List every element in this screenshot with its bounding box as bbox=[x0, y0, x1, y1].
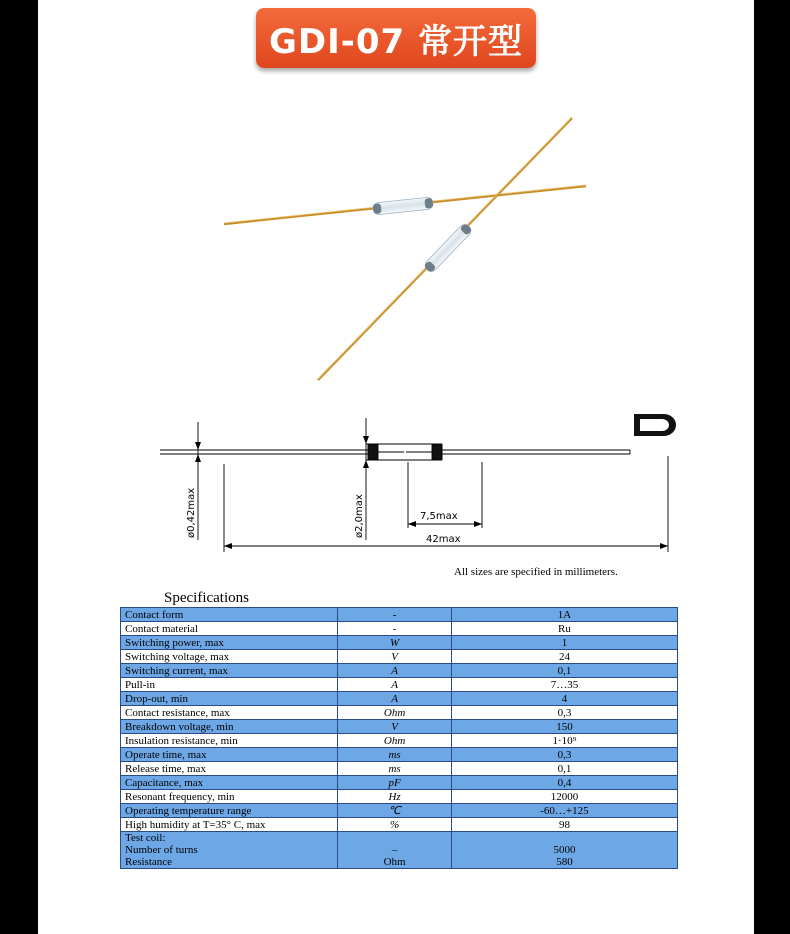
dim-wire-label: ø0,42max bbox=[186, 487, 197, 538]
spec-row bbox=[121, 608, 678, 622]
spec-value: 98 bbox=[451, 818, 677, 832]
spec-unit: W bbox=[338, 636, 452, 650]
spec-value: -60…+125 bbox=[451, 804, 677, 818]
spec-unit: A bbox=[338, 678, 452, 692]
spec-unit: V bbox=[338, 720, 452, 734]
spec-row bbox=[121, 636, 678, 650]
spec-parameter: Resonant frequency, min bbox=[121, 790, 338, 804]
spec-parameter: Capacitance, max bbox=[121, 776, 338, 790]
dimension-drawing bbox=[128, 400, 688, 565]
spec-value: 0,3 bbox=[451, 748, 677, 762]
turns-unit: – bbox=[391, 844, 398, 856]
turns-value: 5000 bbox=[553, 844, 576, 856]
spec-value: 0,3 bbox=[451, 706, 677, 720]
product-title: GDI-07 常开型 bbox=[256, 8, 536, 68]
resistance-label: Resistance bbox=[125, 856, 173, 868]
spec-row bbox=[121, 804, 678, 818]
spec-parameter: Operating temperature range bbox=[121, 804, 338, 818]
spec-value: Ru bbox=[451, 622, 677, 636]
spec-value: 7…35 bbox=[451, 678, 677, 692]
spec-row bbox=[121, 650, 678, 664]
document-page bbox=[38, 0, 754, 934]
spec-parameter: Switching voltage, max bbox=[121, 650, 338, 664]
spec-parameter: Contact material bbox=[121, 622, 338, 636]
spec-unit: % bbox=[338, 818, 452, 832]
reed-switch-horizontal bbox=[224, 185, 586, 224]
specifications-title: Specifications bbox=[164, 590, 249, 606]
spec-row bbox=[121, 790, 678, 804]
spec-row bbox=[121, 734, 678, 748]
spec-parameter: High humidity at T=35° C, max bbox=[121, 818, 338, 832]
test-coil-row bbox=[121, 832, 678, 869]
spec-parameter: Switching current, max bbox=[121, 664, 338, 678]
spec-value: 0,4 bbox=[451, 776, 677, 790]
spec-unit: ℃ bbox=[338, 804, 452, 818]
spec-unit: pF bbox=[338, 776, 452, 790]
spec-row bbox=[121, 678, 678, 692]
spec-row bbox=[121, 720, 678, 734]
spec-unit: Ohm bbox=[338, 706, 452, 720]
resistance-unit: Ohm bbox=[383, 856, 406, 868]
spec-parameter: Contact form bbox=[121, 608, 338, 622]
spec-row bbox=[121, 776, 678, 790]
spec-value: 0,1 bbox=[451, 762, 677, 776]
spec-row bbox=[121, 748, 678, 762]
spec-parameter: Switching power, max bbox=[121, 636, 338, 650]
spec-unit: Hz bbox=[338, 790, 452, 804]
specifications-table bbox=[120, 607, 678, 869]
spec-value: 150 bbox=[451, 720, 677, 734]
spec-unit: - bbox=[338, 608, 452, 622]
spec-row bbox=[121, 706, 678, 720]
spec-unit: A bbox=[338, 692, 452, 706]
spec-unit: A bbox=[338, 664, 452, 678]
spec-parameter: Pull-in bbox=[121, 678, 338, 692]
spec-unit: Ohm bbox=[338, 734, 452, 748]
spec-value: 12000 bbox=[451, 790, 677, 804]
spec-parameter: Operate time, max bbox=[121, 748, 338, 762]
spec-parameter: Breakdown voltage, min bbox=[121, 720, 338, 734]
units-note: All sizes are specified in millimeters. bbox=[454, 566, 618, 578]
resistance-value: 580 bbox=[556, 856, 573, 868]
spec-value: 1·10⁹ bbox=[451, 734, 677, 748]
spec-parameter: Contact resistance, max bbox=[121, 706, 338, 720]
dim-glass-length-label: 7,5max bbox=[420, 511, 458, 522]
spec-row bbox=[121, 762, 678, 776]
dim-total-length-label: 42max bbox=[426, 534, 461, 545]
spec-unit: ms bbox=[338, 748, 452, 762]
product-photo bbox=[208, 108, 608, 388]
test-coil-label: Test coil: bbox=[125, 832, 166, 844]
spec-unit: ms bbox=[338, 762, 452, 776]
spec-row bbox=[121, 622, 678, 636]
spec-value: 1A bbox=[451, 608, 677, 622]
spec-unit: - bbox=[338, 622, 452, 636]
spec-value: 0,1 bbox=[451, 664, 677, 678]
spec-parameter: Drop-out, min bbox=[121, 692, 338, 706]
spec-value: 1 bbox=[451, 636, 677, 650]
reed-switch-diagonal bbox=[317, 118, 572, 380]
spec-value: 24 bbox=[451, 650, 677, 664]
manufacturer-logo bbox=[634, 414, 676, 436]
turns-label: Number of turns bbox=[125, 844, 198, 856]
spec-value: 4 bbox=[451, 692, 677, 706]
spec-row bbox=[121, 692, 678, 706]
spec-parameter: Release time, max bbox=[121, 762, 338, 776]
spec-unit: V bbox=[338, 650, 452, 664]
spec-parameter: Insulation resistance, min bbox=[121, 734, 338, 748]
spec-row bbox=[121, 664, 678, 678]
spec-row bbox=[121, 818, 678, 832]
dim-body-label: ø2,0max bbox=[354, 494, 365, 538]
